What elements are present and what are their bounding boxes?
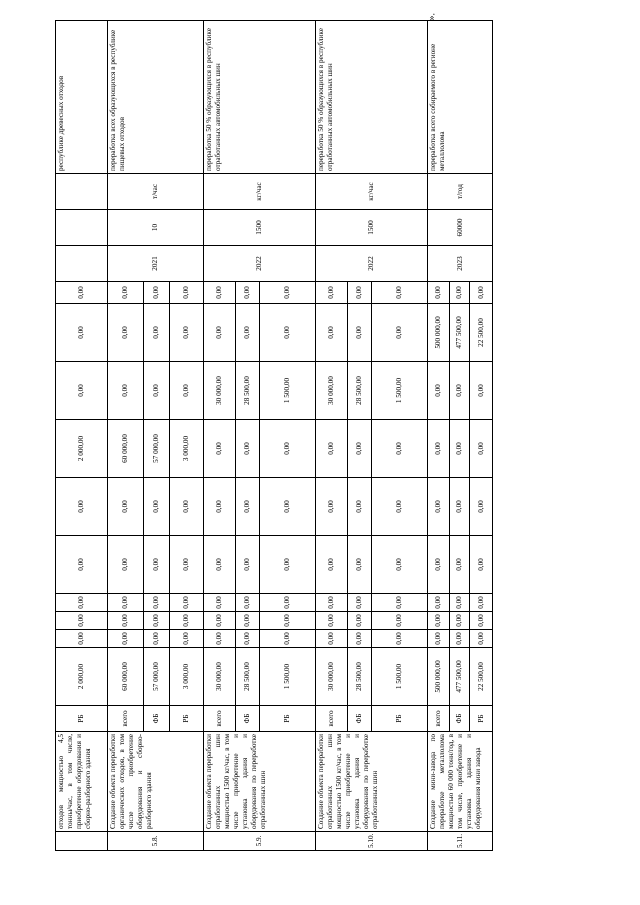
cell-y2022: 0,00 xyxy=(428,362,450,420)
cell-y2023: 0,00 xyxy=(316,304,348,362)
cell-y2022: 0,00 xyxy=(56,362,108,420)
cell-y2020: 0,00 xyxy=(428,478,450,536)
cell-y2021: 60 000,00 xyxy=(108,420,144,478)
cell-y2019: 0,00 xyxy=(144,536,170,594)
cell-y2017: 0,00 xyxy=(450,612,470,630)
cell-y2023: 0,00 xyxy=(236,304,260,362)
cell-y2024: 0,00 xyxy=(236,282,260,304)
cell-y2022: 30 000,00 xyxy=(316,362,348,420)
cell-y2016: 0,00 xyxy=(204,630,236,648)
cell-y2020: 0,00 xyxy=(56,478,108,536)
cell-y2018: 0,00 xyxy=(144,594,170,612)
cell-total: 22 500,00 xyxy=(470,648,493,706)
cell-y2024: 0,00 xyxy=(56,282,108,304)
cell-y2020: 0,00 xyxy=(316,478,348,536)
cell-y2017: 0,00 xyxy=(372,612,428,630)
cell-y2023: 0,00 xyxy=(170,304,204,362)
cell-source: всего xyxy=(316,706,348,732)
cell-total: 30 000,00 xyxy=(204,648,236,706)
cell-name: Создание объекта переработки отработанных шин мощностью 1500 кг/час, в том числе приобретение и установка здания и оборудования по переработке отработанных шин xyxy=(316,732,428,832)
cell-y2020: 0,00 xyxy=(204,478,236,536)
cell-total: 28 500,00 xyxy=(236,648,260,706)
cell-y2022: 0,00 xyxy=(470,362,493,420)
cell-y2023: 0,00 xyxy=(372,304,428,362)
closing-quote-mark xyxy=(425,8,439,28)
cell-y2021: 2 000,00 xyxy=(56,420,108,478)
cell-y2024: 0,00 xyxy=(372,282,428,304)
cell-y2017: 0,00 xyxy=(316,612,348,630)
cell-name: Создание объекта переработки отработанных шин мощностью 1500 кг/час, в том числе приобретение и установка здания и оборудования по переработке отработанных шин xyxy=(204,732,316,832)
cell-year: 2021 xyxy=(108,246,204,282)
cell-total: 60 000,00 xyxy=(108,648,144,706)
cell-unit: кг/час xyxy=(204,174,316,210)
cell-y2022: 0,00 xyxy=(170,362,204,420)
cell-y2021: 0,00 xyxy=(316,420,348,478)
cell-y2024: 0,00 xyxy=(260,282,316,304)
cell-y2020: 0,00 xyxy=(144,478,170,536)
cell-total: 500 000,00 xyxy=(428,648,450,706)
cell-name: отходов мощностью 4,5 тонны/час, в том числе, приобретение оборудования и сборно-разборного здания xyxy=(56,732,108,832)
cell-y2023: 0,00 xyxy=(56,304,108,362)
cell-y2019: 0,00 xyxy=(470,536,493,594)
cell-y2018: 0,00 xyxy=(260,594,316,612)
cell-y2022: 28 500,00 xyxy=(236,362,260,420)
cell-source: ФБ xyxy=(348,706,372,732)
cell-source: всего xyxy=(428,706,450,732)
cell-num: 5.8. xyxy=(108,832,204,851)
cell-name: Создание мини-завода по переработке металлолома мощностью 60 000 тонн/год, в том числе, приобретение и установка здания и оборудования мини завода xyxy=(428,732,493,832)
cell-y2019: 0,00 xyxy=(260,536,316,594)
cell-y2024: 0,00 xyxy=(144,282,170,304)
cell-y2020: 0,00 xyxy=(450,478,470,536)
table-row xyxy=(108,21,144,851)
cell-capacity: 60000 xyxy=(428,210,493,246)
cell-y2018: 0,00 xyxy=(450,594,470,612)
cell-y2017: 0,00 xyxy=(204,612,236,630)
cell-y2016: 0,00 xyxy=(260,630,316,648)
cell-y2022: 0,00 xyxy=(144,362,170,420)
cell-source: ФБ xyxy=(450,706,470,732)
cell-y2016: 0,00 xyxy=(348,630,372,648)
cell-capacity: 10 xyxy=(108,210,204,246)
cell-y2021: 0,00 xyxy=(260,420,316,478)
cell-y2021: 0,00 xyxy=(450,420,470,478)
table-row xyxy=(316,21,348,851)
cell-y2018: 0,00 xyxy=(372,594,428,612)
cell-y2022: 1 500,00 xyxy=(260,362,316,420)
cell-year xyxy=(56,246,108,282)
cell-total: 30 000,00 xyxy=(316,648,348,706)
cell-y2017: 0,00 xyxy=(348,612,372,630)
cell-total: 3 000,00 xyxy=(170,648,204,706)
cell-y2016: 0,00 xyxy=(56,630,108,648)
cell-y2023: 0,00 xyxy=(204,304,236,362)
cell-source: всего xyxy=(108,706,144,732)
cell-y2023: 0,00 xyxy=(108,304,144,362)
cell-y2016: 0,00 xyxy=(108,630,144,648)
rotated-page xyxy=(55,21,485,851)
cell-y2024: 0,00 xyxy=(348,282,372,304)
cell-y2020: 0,00 xyxy=(108,478,144,536)
cell-y2023: 22 500,00 xyxy=(470,304,493,362)
cell-total: 1 500,00 xyxy=(372,648,428,706)
cell-y2021: 0,00 xyxy=(428,420,450,478)
table-row xyxy=(56,21,108,851)
cell-unit xyxy=(56,174,108,210)
cell-y2016: 0,00 xyxy=(236,630,260,648)
cell-y2020: 0,00 xyxy=(348,478,372,536)
cell-y2024: 0,00 xyxy=(450,282,470,304)
cell-y2017: 0,00 xyxy=(236,612,260,630)
cell-y2022: 0,00 xyxy=(108,362,144,420)
cell-y2020: 0,00 xyxy=(372,478,428,536)
cell-result: переработка всего собираемого в регионе металлолома xyxy=(428,21,493,174)
cell-y2023: 0,00 xyxy=(260,304,316,362)
cell-y2019: 0,00 xyxy=(204,536,236,594)
cell-y2019: 0,00 xyxy=(236,536,260,594)
cell-y2022: 28 500,00 xyxy=(348,362,372,420)
cell-y2021: 0,00 xyxy=(470,420,493,478)
cell-y2023: 0,00 xyxy=(348,304,372,362)
cell-y2018: 0,00 xyxy=(470,594,493,612)
cell-source: РБ xyxy=(470,706,493,732)
cell-y2024: 0,00 xyxy=(428,282,450,304)
cell-y2018: 0,00 xyxy=(108,594,144,612)
table-row xyxy=(204,21,236,851)
cell-result: переработка всех образующихся в республике пищевых отходов xyxy=(108,21,204,174)
cell-y2018: 0,00 xyxy=(316,594,348,612)
cell-y2016: 0,00 xyxy=(428,630,450,648)
cell-result: переработка 50 % образующихся в республике отработанных автомобильных шин xyxy=(204,21,316,174)
cell-y2021: 0,00 xyxy=(236,420,260,478)
cell-name: Создание объекта переработки органических отходов, в том числе приобретение оборудования и сборно-разборного здания xyxy=(108,732,204,832)
cell-y2019: 0,00 xyxy=(170,536,204,594)
cell-y2016: 0,00 xyxy=(372,630,428,648)
table-row xyxy=(428,21,450,851)
cell-y2017: 0,00 xyxy=(260,612,316,630)
cell-y2022: 1 500,00 xyxy=(372,362,428,420)
cell-total: 2 000,00 xyxy=(56,648,108,706)
cell-y2017: 0,00 xyxy=(170,612,204,630)
cell-unit: т/час xyxy=(108,174,204,210)
cell-y2024: 0,00 xyxy=(316,282,348,304)
cell-year: 2023 xyxy=(428,246,493,282)
cell-y2016: 0,00 xyxy=(170,630,204,648)
cell-y2019: 0,00 xyxy=(450,536,470,594)
cell-capacity: 1500 xyxy=(316,210,428,246)
cell-y2023: 0,00 xyxy=(144,304,170,362)
cell-y2024: 0,00 xyxy=(170,282,204,304)
cell-year: 2022 xyxy=(316,246,428,282)
cell-total: 28 500,00 xyxy=(348,648,372,706)
cell-num: 5.10. xyxy=(316,832,428,851)
cell-y2017: 0,00 xyxy=(470,612,493,630)
cell-y2018: 0,00 xyxy=(56,594,108,612)
cell-y2018: 0,00 xyxy=(236,594,260,612)
cell-year: 2022 xyxy=(204,246,316,282)
cell-y2021: 0,00 xyxy=(348,420,372,478)
cell-y2018: 0,00 xyxy=(170,594,204,612)
cell-y2016: 0,00 xyxy=(470,630,493,648)
cell-num: 5.9. xyxy=(204,832,316,851)
cell-result: республике древесных отходов xyxy=(56,21,108,174)
cell-y2022: 30 000,00 xyxy=(204,362,236,420)
cell-source: РБ xyxy=(170,706,204,732)
cell-y2019: 0,00 xyxy=(108,536,144,594)
cell-y2018: 0,00 xyxy=(204,594,236,612)
cell-total: 1 500,00 xyxy=(260,648,316,706)
cell-y2016: 0,00 xyxy=(144,630,170,648)
cell-total: 57 000,00 xyxy=(144,648,170,706)
cell-y2019: 0,00 xyxy=(372,536,428,594)
cell-y2019: 0,00 xyxy=(56,536,108,594)
cell-capacity xyxy=(56,210,108,246)
cell-source: РБ xyxy=(372,706,428,732)
cell-total: 477 500,00 xyxy=(450,648,470,706)
cell-y2017: 0,00 xyxy=(428,612,450,630)
cell-unit: кг/час xyxy=(316,174,428,210)
cell-result: переработка 50 % образующихся в республике отработанных автомобильных шин xyxy=(316,21,428,174)
cell-y2020: 0,00 xyxy=(260,478,316,536)
cell-y2018: 0,00 xyxy=(428,594,450,612)
cell-y2019: 0,00 xyxy=(348,536,372,594)
cell-y2018: 0,00 xyxy=(348,594,372,612)
cell-y2020: 0,00 xyxy=(170,478,204,536)
cell-y2024: 0,00 xyxy=(204,282,236,304)
cell-y2022: 0,00 xyxy=(450,362,470,420)
cell-y2024: 0,00 xyxy=(108,282,144,304)
cell-y2016: 0,00 xyxy=(450,630,470,648)
cell-num xyxy=(56,832,108,851)
cell-source: ФБ xyxy=(236,706,260,732)
cell-y2019: 0,00 xyxy=(316,536,348,594)
cell-y2021: 0,00 xyxy=(204,420,236,478)
cell-y2020: 0,00 xyxy=(236,478,260,536)
cell-source: всего xyxy=(204,706,236,732)
cell-source: РБ xyxy=(56,706,108,732)
cell-y2021: 57 000,00 xyxy=(144,420,170,478)
cell-y2019: 0,00 xyxy=(428,536,450,594)
cell-source: РБ xyxy=(260,706,316,732)
cell-y2021: 3 000,00 xyxy=(170,420,204,478)
cell-y2021: 0,00 xyxy=(372,420,428,478)
cell-y2020: 0,00 xyxy=(470,478,493,536)
cell-y2024: 0,00 xyxy=(470,282,493,304)
cell-num: 5.11. xyxy=(428,832,493,851)
cell-y2016: 0,00 xyxy=(316,630,348,648)
program-table xyxy=(55,20,493,851)
cell-y2017: 0,00 xyxy=(144,612,170,630)
cell-source: ФБ xyxy=(144,706,170,732)
cell-y2023: 500 000,00 xyxy=(428,304,450,362)
cell-y2023: 477 500,00 xyxy=(450,304,470,362)
cell-unit: т/год xyxy=(428,174,493,210)
closing-mark-text: ». xyxy=(426,13,438,21)
cell-y2017: 0,00 xyxy=(56,612,108,630)
cell-y2017: 0,00 xyxy=(108,612,144,630)
cell-capacity: 1500 xyxy=(204,210,316,246)
